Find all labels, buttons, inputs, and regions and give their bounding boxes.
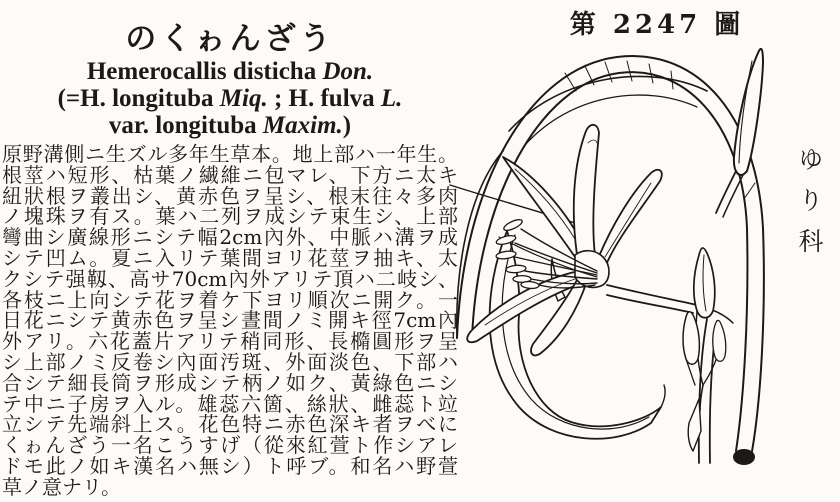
description-text xyxy=(2,144,458,498)
figure-number: 第 2247 圖 xyxy=(569,10,745,40)
body-line: 草ノ意ナリ。 xyxy=(2,474,121,499)
body-line: テ中ニ子房ヲ入ル。雄蕊六箇、絲狀、雌蕊ト竝 xyxy=(2,391,458,416)
text-column xyxy=(2,20,458,498)
kana-title: のくゎんざう xyxy=(125,21,335,57)
body-line: 原野溝側ニ生ズル多年生草本。地上部ハ一年生。 xyxy=(2,142,458,166)
synonym-author-2: L. xyxy=(380,85,403,112)
synonym-line-2 xyxy=(2,112,458,139)
flower-stalk xyxy=(607,285,754,464)
body-line: シ上部ノミ反卷シ內面汚斑、外面淡色、下部ハ xyxy=(2,349,458,374)
body-line: ノ塊珠ヲ有ス。葉ハ二列ヲ成シテ束生シ、上部 xyxy=(2,204,458,229)
body-line: 日花ニシテ黄赤色ヲ呈シ晝間ノミ開キ徑7cm內 xyxy=(2,308,458,333)
body-line: ドモ此ノ如キ漢名ハ無シ）ト呼ブ。和名ハ野萱 xyxy=(2,453,458,478)
daylily-drawing xyxy=(445,33,780,498)
body-line: くゎんざう一名こうすげ（從來紅萱ト作シアレ xyxy=(2,433,458,458)
synonym-author-3: Maxim. xyxy=(262,112,343,139)
synonym-mid: ; H. fulva xyxy=(267,85,381,112)
bud-cluster xyxy=(683,248,726,411)
latin-author: Don. xyxy=(322,58,374,85)
hemerocallis-illustration xyxy=(445,33,780,498)
body-line: クシテ强靱、高サ70cm內外アリテ頂ハ二岐シ、 xyxy=(2,266,458,291)
synonym-prefix: (=H. longituba xyxy=(57,85,220,112)
body-line: 各枝ニ上向シテ花ヲ着ケ下ヨリ順次ニ開ク。一 xyxy=(2,287,458,312)
body-line: 立シテ先端斜上ス。花色特ニ赤色深キ者ヲべに xyxy=(2,412,458,437)
body-line: 紐狀根ヲ叢出シ、黄赤色ヲ呈シ、根末往々多肉 xyxy=(2,183,458,208)
body-line: 合シテ細長筒ヲ形成シテ柄ノ如ク、黃綠色ニシ xyxy=(2,370,458,395)
body-line: 彎曲シ廣線形ニシテ幅2cm內外、中脈ハ溝ヲ成 xyxy=(2,225,458,250)
synonym-variety: var. longituba xyxy=(108,112,263,139)
latin-binomial: Hemerocallis disticha xyxy=(86,58,323,85)
synonym-author-1: Miq. xyxy=(219,85,268,112)
latin-name-line xyxy=(2,58,458,85)
family-label: ゆり科 xyxy=(795,146,824,269)
body-line: 根莖ハ短形、枯葉ノ繊維ニ包マレ、下方ニ太キ xyxy=(2,162,458,187)
cut-stem-end xyxy=(734,450,754,464)
body-line: 外アリ。六花蓋片アリテ稍同形、長橢圓形ヲ呈 xyxy=(2,329,458,354)
synonym-close-paren: ) xyxy=(342,112,352,139)
body-line: シテ凹ム。夏ニ入リテ葉間ヨリ花莖ヲ抽キ、太 xyxy=(2,245,458,270)
synonym-line-1 xyxy=(2,85,458,112)
